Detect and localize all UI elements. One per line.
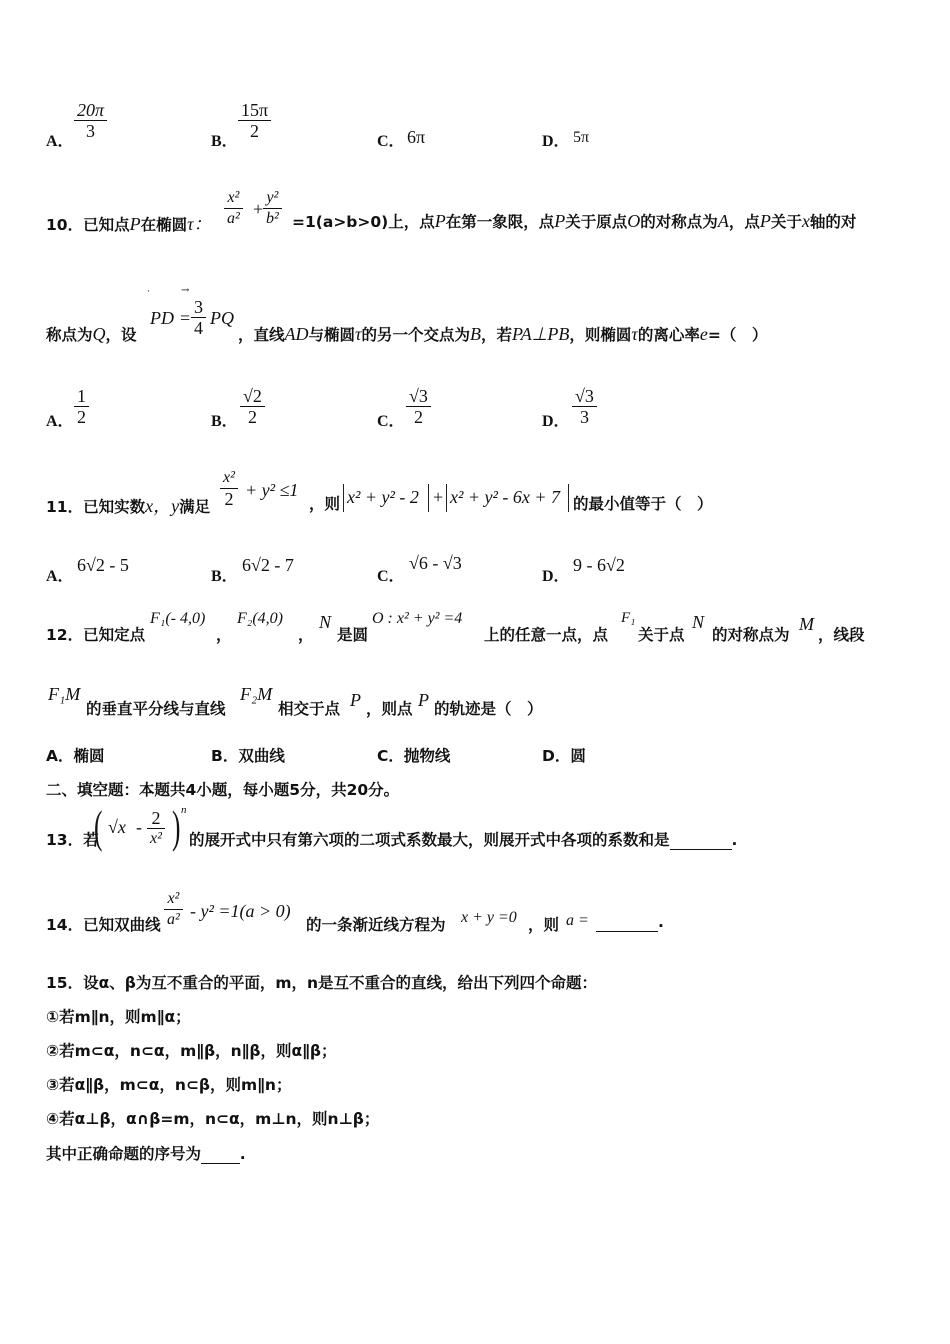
q12-text-6: ，线段 [818, 626, 865, 644]
q10-line2-start [46, 323, 137, 345]
q13-answer-blank[interactable] [670, 831, 732, 850]
q11-vars: x，y [145, 496, 180, 516]
q9-option-b-numerator: 15π [241, 100, 269, 120]
q15-end: . [239, 1145, 246, 1163]
q10-equals: = [180, 308, 191, 328]
q13-fraction [147, 808, 165, 849]
q11-cond-num: x² [223, 469, 235, 486]
q12-text-1: 12．已知定点 [46, 626, 146, 644]
q13-exponent: n [181, 804, 187, 816]
q10-text-6: 的对称点为 [640, 213, 718, 231]
q10-line2-f: ，若 [481, 326, 513, 344]
q11-abs-expr2: x² + y² - 6x + 7 [450, 487, 561, 507]
q10-var-p2: P [434, 211, 446, 231]
q11-text-1: 11．已知实数 [46, 498, 146, 516]
q12-option-b: B．双曲线 [211, 747, 285, 765]
q12-var-n2: N [692, 612, 705, 632]
q12-var-n: N [319, 612, 332, 632]
q12-text-3: 上的任意一点，点 [484, 626, 609, 644]
q10-text-3: =1(a>b>0)上，点 [292, 213, 435, 231]
q12-circle-eq: O : x² + y² =4 [372, 610, 463, 627]
q14-text-2: 的一条渐近线方程为 [306, 916, 446, 934]
q10-line2-c: ，直线 [238, 326, 285, 344]
q10-ell-den2: b² [263, 208, 282, 229]
q11-line1-start [46, 492, 210, 518]
q10-three-quarters [191, 297, 206, 338]
q10-var-ad: AD [284, 324, 309, 344]
q9-option-a-fraction [74, 100, 107, 141]
q13-frac-den: x² [147, 828, 165, 849]
q11-option-d-value: 9 - 6√2 [573, 555, 625, 575]
q14-text-1: 14．已知双曲线 [46, 916, 161, 934]
q10-var-x: x [801, 211, 810, 231]
q10-frac-den: 4 [191, 317, 206, 338]
vector-arrow-icon: · [147, 287, 150, 297]
q14-frac-num: x² [167, 890, 180, 907]
left-paren-icon: ( [94, 801, 103, 852]
q12-text-5: 的对称点为 [712, 626, 790, 644]
q10-var-a: A [717, 211, 729, 231]
q15-answer-text: 其中正确命题的序号为 [46, 1145, 202, 1163]
q10-line2-g: ，则椭圆 [569, 326, 632, 344]
q10-option-b-label: B． [211, 413, 238, 430]
q15-statement-3: ③若α∥β，m⊂α，n⊂β，则m∥n； [46, 1076, 292, 1094]
q10-text-2: 在椭圆 [140, 216, 188, 234]
q11-option-b-value: 6√2 - 7 [242, 555, 294, 575]
q10-var-p: P [129, 214, 141, 234]
q10-option-d-num: √3 [575, 386, 594, 406]
q13-text-1: 13．若 [46, 831, 99, 849]
q10-vec-pd: PD [150, 308, 174, 328]
q9-option-a-numerator: 20π [77, 100, 105, 120]
q10-option-a-fraction [74, 386, 89, 427]
q10-text-5: 关于原点 [565, 213, 628, 231]
vector-arrow-icon: → [181, 285, 190, 296]
q10-var-p4: P [759, 211, 771, 231]
q11-option-a-label: A． [46, 568, 74, 585]
q12-comma-1: ， [216, 626, 232, 644]
q9-option-d-value: 5π [573, 129, 590, 146]
q12-text-4: 关于点 [638, 626, 685, 644]
q14-end: . [658, 913, 664, 931]
q10-var-b: B [470, 324, 481, 344]
q11-plus: + [433, 487, 444, 507]
q10-text-9: 轴的对 [809, 213, 857, 231]
q11-option-b-label: B． [211, 568, 238, 585]
q9-option-a-denominator: 3 [74, 120, 107, 141]
q13-text-2-body: 的展开式中只有第六项的二项式系数最大，则展开式中各项的系数和是 [189, 831, 670, 849]
q12-segment-f1m: F₁M [48, 684, 81, 704]
q12-comma-2: ， [298, 626, 314, 644]
q10-var-p3: P [554, 211, 566, 231]
q12-var-m: M [799, 614, 814, 634]
q10-text-8: 关于 [770, 213, 802, 231]
q12-text-9: ，则点 [366, 700, 413, 718]
q9-option-b-label: B． [211, 133, 238, 150]
q11-text-2: 满足 [179, 498, 211, 516]
q15-statement-1: ①若m∥n，则m∥α； [46, 1008, 191, 1026]
q10-line2-h: 的离心率 [637, 326, 700, 344]
q10-option-a-label: A． [46, 413, 74, 430]
q11-option-c-value: √6 - √3 [409, 553, 462, 573]
q12-var-f1: F₁ [621, 610, 636, 626]
q13-text-2 [189, 828, 737, 850]
q10-line2-d: 与椭圆 [308, 326, 356, 344]
q10-ell-num2: y² [266, 189, 279, 206]
q10-perp: PA⊥PB [512, 324, 570, 344]
q10-line1-rest [292, 210, 856, 232]
q10-option-a-den: 2 [74, 406, 89, 427]
q11-cond-rest: + y² ≤1 [245, 480, 299, 500]
q14-answer [596, 913, 664, 932]
q14-answer-blank[interactable] [596, 913, 658, 932]
q11-option-c-label: C． [377, 568, 405, 585]
q10-var-q: Q [92, 324, 106, 344]
q14-frac-den: a² [164, 909, 183, 930]
q10-var-e: e [699, 324, 708, 344]
q9-option-d-label: D． [542, 133, 570, 150]
q10-line2-a: 称点为 [46, 326, 93, 344]
q14-var-a: a = [566, 912, 589, 929]
q10-option-a-num: 1 [77, 386, 86, 406]
q10-line2-e: 的另一个交点为 [361, 326, 470, 344]
q12-line-f2m: F₂M [240, 684, 273, 704]
abs-bar [343, 484, 344, 512]
right-paren-icon: ) [172, 801, 181, 852]
q10-option-c-label: C． [377, 413, 405, 430]
q10-option-b-fraction [240, 386, 265, 427]
q10-ellipse-term2 [263, 188, 282, 229]
q10-text-4: 在第一象限，点 [445, 213, 555, 231]
q10-ell-num1: x² [227, 189, 240, 206]
q14-text-3: ，则 [528, 916, 560, 934]
q10-frac-num: 3 [194, 297, 203, 317]
section-2-heading: 二、填空题：本题共4小题，每小题5分，共20分。 [46, 781, 400, 799]
q12-text-2: 是圆 [337, 626, 369, 644]
q13-sqrt-x: √x [108, 817, 126, 837]
q10-line2-rest [238, 323, 767, 345]
q10-option-b-den: 2 [240, 406, 265, 427]
q12-option-c: C．抛物线 [377, 747, 451, 765]
q11-text-3: ，则 [309, 495, 341, 513]
q12-text-7: 的垂直平分线与直线 [86, 700, 226, 718]
q11-option-d-label: D． [542, 568, 570, 585]
q11-text-4: 的最小值等于（ ） [573, 495, 713, 513]
q15-stem: 15．设α、β为互不重合的平面，m，n是互不重合的直线，给出下列四个命题： [46, 974, 598, 992]
q14-equation-rest: - y² =1(a > 0) [190, 901, 291, 921]
q10-text-1: 10．已知点 [46, 216, 130, 234]
q10-line2-i: =（ ） [707, 326, 768, 344]
q12-f1-point: F₁(- 4,0) [150, 610, 206, 627]
q11-cond-den: 2 [220, 488, 238, 509]
q13-minus: - [136, 817, 142, 837]
abs-bar [568, 484, 569, 512]
q10-tau3: τ [631, 324, 638, 344]
q10-tau: τ： [187, 214, 212, 234]
q9-option-c-value: 6π [407, 127, 426, 147]
q10-option-c-num: √3 [409, 386, 428, 406]
q12-f2-point: F₂(4,0) [237, 610, 283, 627]
q10-ell-den1: a² [224, 208, 243, 229]
q15-answer-blank[interactable] [201, 1145, 240, 1164]
q10-plus: + [253, 199, 264, 219]
q11-option-a-value: 6√2 - 5 [77, 555, 129, 575]
q10-ellipse-term1 [224, 188, 243, 229]
q9-option-b-fraction [238, 100, 271, 141]
q10-option-d-label: D． [542, 413, 570, 430]
q12-text-8: 相交于点 [278, 700, 341, 718]
q10-var-o: O [627, 211, 641, 231]
q14-fraction [164, 889, 183, 930]
q12-text-10: 的轨迹是（ ） [434, 700, 543, 718]
q10-option-c-den: 2 [406, 406, 431, 427]
q10-option-b-num: √2 [243, 386, 262, 406]
q11-abs-expr1: x² + y² - 2 [347, 487, 419, 507]
q15-statement-4: ④若α⊥β，α∩β=m，n⊂α，m⊥n，则n⊥β； [46, 1110, 380, 1128]
q12-var-p2: P [418, 690, 429, 710]
q10-tau2: τ [355, 324, 362, 344]
q13-frac-num: 2 [151, 808, 161, 828]
abs-bar [446, 484, 447, 512]
q14-asymptote: x + y =0 [461, 909, 517, 926]
q9-option-c-label: C． [377, 133, 405, 150]
q12-var-p: P [350, 690, 361, 710]
q10-option-d-fraction [572, 386, 597, 427]
q9-option-b-denominator: 2 [238, 120, 271, 141]
q10-text-7: ，点 [728, 213, 760, 231]
q10-option-c-fraction [406, 386, 431, 427]
abs-bar [428, 484, 429, 512]
q11-condition-fraction [220, 468, 238, 509]
q12-option-a: A．椭圆 [46, 747, 105, 765]
q12-option-d: D．圆 [542, 747, 586, 765]
q9-option-a-label: A． [46, 133, 74, 150]
q15-answer-line [46, 1142, 246, 1164]
q10-line2-b: ，设 [105, 326, 137, 344]
q10-line1-start [46, 210, 212, 236]
q10-vec-pq: PQ [210, 308, 234, 328]
q13-end: . [731, 831, 738, 849]
q15-statement-2: ②若m⊂α，n⊂α，m∥β，n∥β，则α∥β； [46, 1042, 337, 1060]
q10-option-d-den: 3 [572, 406, 597, 427]
